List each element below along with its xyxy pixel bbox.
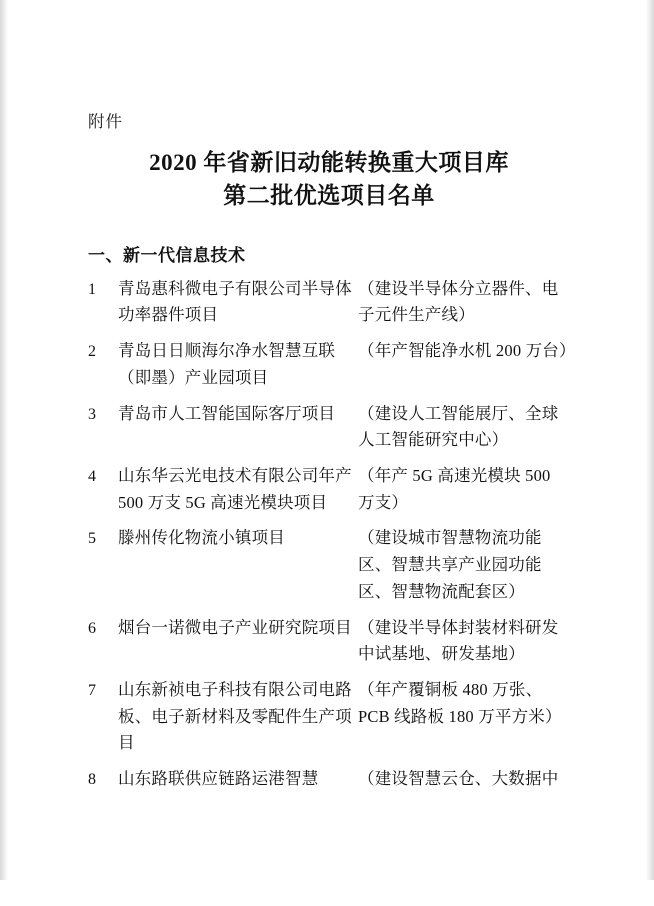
list-item-name: 滕州传化物流小镇项目 [118,528,285,548]
attachment-label: 附件 [88,112,123,131]
list-item-name: 山东华云光电技术有限公司年产 500 万支 5G 高速光模块项目 [118,466,352,512]
list-item-number: 6 [88,619,96,637]
list-item-number: 2 [88,343,96,361]
list-item-name: 山东新祯电子科技有限公司电路板、电子新材料及零配件生产项目 [118,680,352,753]
list-item-name: 青岛日日顺海尔净水智慧互联（即墨）产业园项目 [118,341,336,387]
list-item-number: 8 [88,771,96,789]
list-item [88,677,570,757]
list-item [88,401,570,454]
list-item-description: （建设智慧云仓、大数据中 [358,769,559,789]
list-item-name: 烟台一诺微电子产业研究院项目 [118,617,352,637]
list-item-description: （年产智能净水机 200 万台） [358,341,576,361]
list-item [88,276,570,329]
page-bottom-edge [0,880,654,906]
list-item [88,615,570,668]
list-item-description: （年产覆铜板 480 万张、PCB 线路板 180 万平方米） [358,680,562,726]
page-title-line1: 2020 年省新旧动能转换重大项目库 [149,150,509,175]
list-item-description: （年产 5G 高速光模块 500 万支） [358,466,551,512]
list-item-description: （建设城市智慧物流功能区、智慧共享产业园功能区、智慧物流配套区） [358,528,542,601]
section-heading: 一、新一代信息技术 [88,245,246,265]
list-item [88,766,570,793]
list-item-number: 1 [88,280,96,298]
list-item-name: 山东路联供应链路运港智慧 [118,769,319,789]
list-item-number: 7 [88,682,96,700]
list-item-number: 3 [88,405,96,423]
list-item [88,338,576,391]
list-item-number: 5 [88,530,96,548]
page-title [88,146,570,213]
list-item-name: 青岛市人工智能国际客厅项目 [118,403,336,423]
list-item-number: 4 [88,468,96,485]
list-item [88,525,570,605]
list-item-description: （建设半导体分立器件、电子元件生产线） [358,278,559,325]
list-item-name: 青岛惠科微电子有限公司半导体功率器件项目 [118,278,352,325]
page-title-line2: 第二批优选项目名单 [223,183,435,209]
list-item-description: （建设人工智能展厅、全球人工智能研究中心） [358,403,559,450]
list-item [88,463,570,516]
list-item-description: （建设半导体封装材料研发中试基地、研发基地） [358,617,559,664]
